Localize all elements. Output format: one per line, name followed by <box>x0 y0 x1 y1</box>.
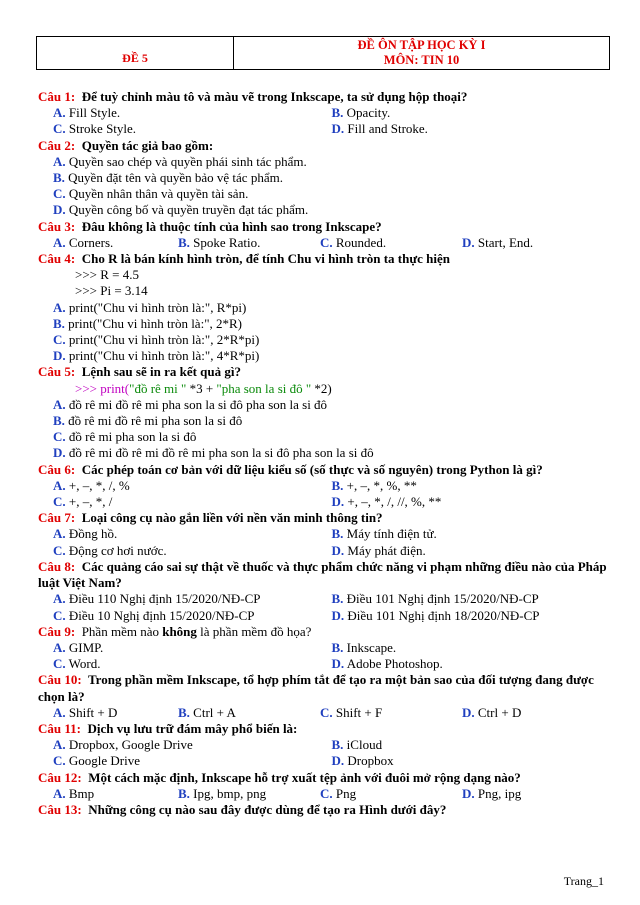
option-a: A. Corners. <box>53 234 114 250</box>
option-d: D. Ctrl + D <box>462 704 522 720</box>
option-c: C. Png <box>320 785 357 801</box>
option-b: B. Spoke Ratio. <box>178 234 261 250</box>
code-line: >>> print("đồ rê mi " *3 + "pha son la si đô " *2) <box>75 380 332 396</box>
option-b: B. đồ rê mi đồ rê mi pha son la si đô <box>53 413 243 429</box>
option-c: C. Động cơ hơi nước. <box>53 542 167 558</box>
question-2: Câu 2: Quyền tác giả bao gồm: <box>38 137 214 153</box>
option-c: C. +, –, *, / <box>53 494 113 510</box>
question-1 <box>38 89 610 105</box>
option-a: A. đồ rê mi đồ rê mi pha son la si đô pha son la si đô <box>53 396 328 412</box>
options-row <box>38 608 610 624</box>
question-11: Câu 11: Dịch vụ lưu trữ đám mây phổ biến là: <box>38 720 298 736</box>
options-row <box>38 478 610 494</box>
question-12: Câu 12: Một cách mặc định, Inkscape hỗ trợ xuất tệp ảnh với đuôi mở rộng dạng nào? <box>38 769 521 785</box>
option-b: B. Ctrl + A <box>178 704 236 720</box>
option-d: D. +, –, *, /, //, %, ** <box>331 494 442 510</box>
option-d: D. Start, End. <box>462 234 534 250</box>
options-row <box>38 105 610 121</box>
options-row <box>38 737 610 753</box>
code-line: >>> R = 4.5 <box>75 267 139 283</box>
option-c: C. print("Chu vi hình tròn là:", 2*R*pi) <box>53 332 260 348</box>
option-d: D. Dropbox <box>331 753 394 769</box>
option-b: B. Máy tính điện tử. <box>331 526 437 542</box>
option-b: B. iCloud <box>331 737 383 753</box>
options-row <box>38 121 610 137</box>
option-d: D. Máy phát điện. <box>331 542 426 558</box>
option-b: B. Inkscape. <box>331 639 397 655</box>
option-b: B. Điều 101 Nghị định 15/2020/NĐ-CP <box>331 591 539 607</box>
question-number: Câu 1: <box>38 89 76 104</box>
options-row <box>38 656 610 672</box>
option-c: C. đồ rê mi pha son la si đô <box>53 429 197 445</box>
question-9: Câu 9: Phần mềm nào không là phần mềm đồ họa? <box>38 623 312 639</box>
option-a: A. Dropbox, Google Drive <box>53 737 193 753</box>
options-row <box>38 753 610 769</box>
option-d: D. Fill and Stroke. <box>331 121 428 137</box>
option-b: B. print("Chu vi hình tròn là:", 2*R) <box>53 315 242 331</box>
option-d: D. Adobe Photoshop. <box>331 656 443 672</box>
option-a: A. print("Chu vi hình tròn là:", R*pi) <box>53 299 247 315</box>
option-c: C. Word. <box>53 656 101 672</box>
exam-subject: MÔN: TIN 10 <box>383 53 460 67</box>
options-row <box>38 591 610 607</box>
options-row <box>38 235 610 251</box>
code-line: >>> Pi = 3.14 <box>75 283 148 299</box>
option-a: A. GIMP. <box>53 639 104 655</box>
question-4: Câu 4: Cho R là bán kính hình tròn, để tính Chu vi hình tròn ta thực hiện <box>38 251 451 267</box>
question-3: Câu 3: Đâu không là thuộc tính của hình sao trong Inkscape? <box>38 218 382 234</box>
option-d: D. đồ rê mi đồ rê mi đồ rê mi pha son la si đô pha son la si đô <box>53 445 374 461</box>
question-list <box>38 89 610 818</box>
question-5: Câu 5: Lệnh sau sẽ in ra kết quả gì? <box>38 364 241 380</box>
question-6: Câu 6: Các phép toán cơ bản với dữ liệu kiểu số (số thực và số nguyên) trong Python là gì? <box>38 461 543 477</box>
question-7: Câu 7: Loại công cụ nào gắn liền với nền văn minh thông tin? <box>38 510 383 526</box>
option-b: B. +, –, *, %, ** <box>331 477 417 493</box>
options-row <box>38 543 610 559</box>
options-row <box>38 526 610 542</box>
exam-header <box>36 36 610 70</box>
option-d: D. print("Chu vi hình tròn là:", 4*R*pi) <box>53 348 260 364</box>
option-d: D. Điều 101 Nghị định 18/2020/NĐ-CP <box>331 607 540 623</box>
option-a: A. +, –, *, /, % <box>53 477 130 493</box>
option-b: B. Opacity. <box>331 105 391 121</box>
option-c: C. Quyền nhân thân và quyền tài sản. <box>53 186 249 202</box>
option-c: C. Rounded. <box>320 234 387 250</box>
options-row <box>38 640 610 656</box>
option-a: A. Quyền sao chép và quyền phái sinh tác phẩm. <box>53 153 307 169</box>
option-a: A. Điều 110 Nghị định 15/2020/NĐ-CP <box>53 591 261 607</box>
option-d: D. Quyền công bố và quyền truyền đạt tác phẩm. <box>53 202 309 218</box>
option-c: C. Điều 10 Nghị định 15/2020/NĐ-CP <box>53 607 255 623</box>
options-row <box>38 705 610 721</box>
question-13: Câu 13: Những công cụ nào sau đây được dùng để tạo ra Hình dưới đây? <box>38 801 447 817</box>
exam-title-block <box>234 37 609 69</box>
exam-code: ĐỀ 5 <box>37 37 234 69</box>
option-c: C. Stroke Style. <box>53 121 137 137</box>
option-c: C. Shift + F <box>320 704 383 720</box>
options-row <box>38 494 610 510</box>
option-b: B. Quyền đặt tên và quyền bảo vệ tác phẩm. <box>53 170 283 186</box>
exam-title: ĐỀ ÔN TẬP HỌC KỲ I <box>357 38 486 52</box>
option-a: A. Shift + D <box>53 704 118 720</box>
option-d: D. Png, ipg <box>462 785 522 801</box>
options-row <box>38 786 610 802</box>
option-a: A. Fill Style. <box>53 105 121 121</box>
option-a: A. Bmp <box>53 785 95 801</box>
question-8: Câu 8: Các quảng cáo sai sự thật về thuốc và thực phẩm chức năng vi phạm những điều nào của Pháp luật Việt Nam? <box>38 558 607 591</box>
question-text: Để tuỳ chỉnh màu tô và màu vẽ trong Inkscape, ta sử dụng hộp thoại? <box>81 89 468 104</box>
question-10: Câu 10: Trong phần mềm Inkscape, tổ hợp phím tắt để tạo ra một bản sao của đối tượng đang được chọn là? <box>38 672 594 704</box>
page-number: Trang_1 <box>563 874 604 888</box>
option-c: C. Google Drive <box>53 753 141 769</box>
option-a: A. Đồng hồ. <box>53 526 118 542</box>
option-b: B. Ipg, bmp, png <box>178 785 267 801</box>
